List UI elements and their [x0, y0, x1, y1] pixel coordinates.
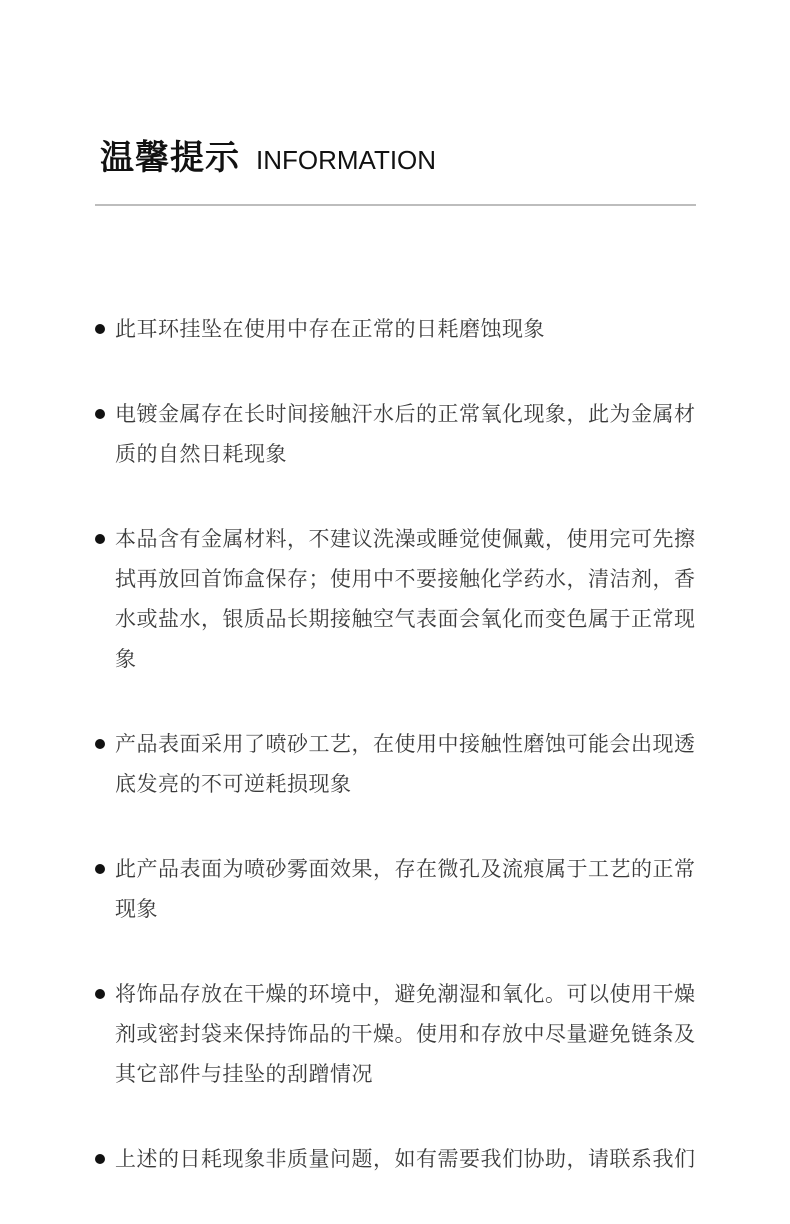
- list-item: [95, 519, 715, 679]
- notice-text: 将饰品存放在干燥的环境中，避免潮湿和氧化。可以使用干燥剂或密封袋来保持饰品的干燥。使用和存放中尽量避免链条及其它部件与挂坠的刮蹭情况: [115, 982, 696, 1086]
- notice-text: 上述的日耗现象非质量问题，如有需要我们协助，请联系我们: [115, 1147, 696, 1171]
- bullet-icon: [95, 534, 105, 544]
- bullet-icon: [95, 324, 105, 334]
- notice-text: 本品含有金属材料，不建议洗澡或睡觉使佩戴，使用完可先擦拭再放回首饰盒保存；使用中不要接触化学药水，清洁剂，香水或盐水，银质品长期接触空气表面会氧化而变色属于正常现象: [115, 527, 696, 671]
- list-item: [95, 974, 715, 1094]
- page-subtitle: INFORMATION: [256, 145, 437, 175]
- bullet-icon: [95, 739, 105, 749]
- list-item: [95, 849, 715, 929]
- list-item: [95, 394, 715, 474]
- bullet-icon: [95, 989, 105, 999]
- bullet-icon: [95, 1154, 105, 1164]
- list-item: [95, 724, 715, 804]
- notice-text: 此产品表面为喷砂雾面效果，存在微孔及流痕属于工艺的正常现象: [115, 857, 696, 921]
- list-item: [95, 1139, 715, 1179]
- page-title: 温馨提示: [100, 138, 240, 178]
- list-item: [95, 309, 715, 349]
- notice-text: 电镀金属存在长时间接触汗水后的正常氧化现象，此为金属材质的自然日耗现象: [115, 402, 696, 466]
- bullet-icon: [95, 864, 105, 874]
- bullet-icon: [95, 409, 105, 419]
- notice-text: 产品表面采用了喷砂工艺，在使用中接触性磨蚀可能会出现透底发亮的不可逆耗损现象: [115, 732, 696, 796]
- notice-text: 此耳环挂坠在使用中存在正常的日耗磨蚀现象: [115, 317, 545, 341]
